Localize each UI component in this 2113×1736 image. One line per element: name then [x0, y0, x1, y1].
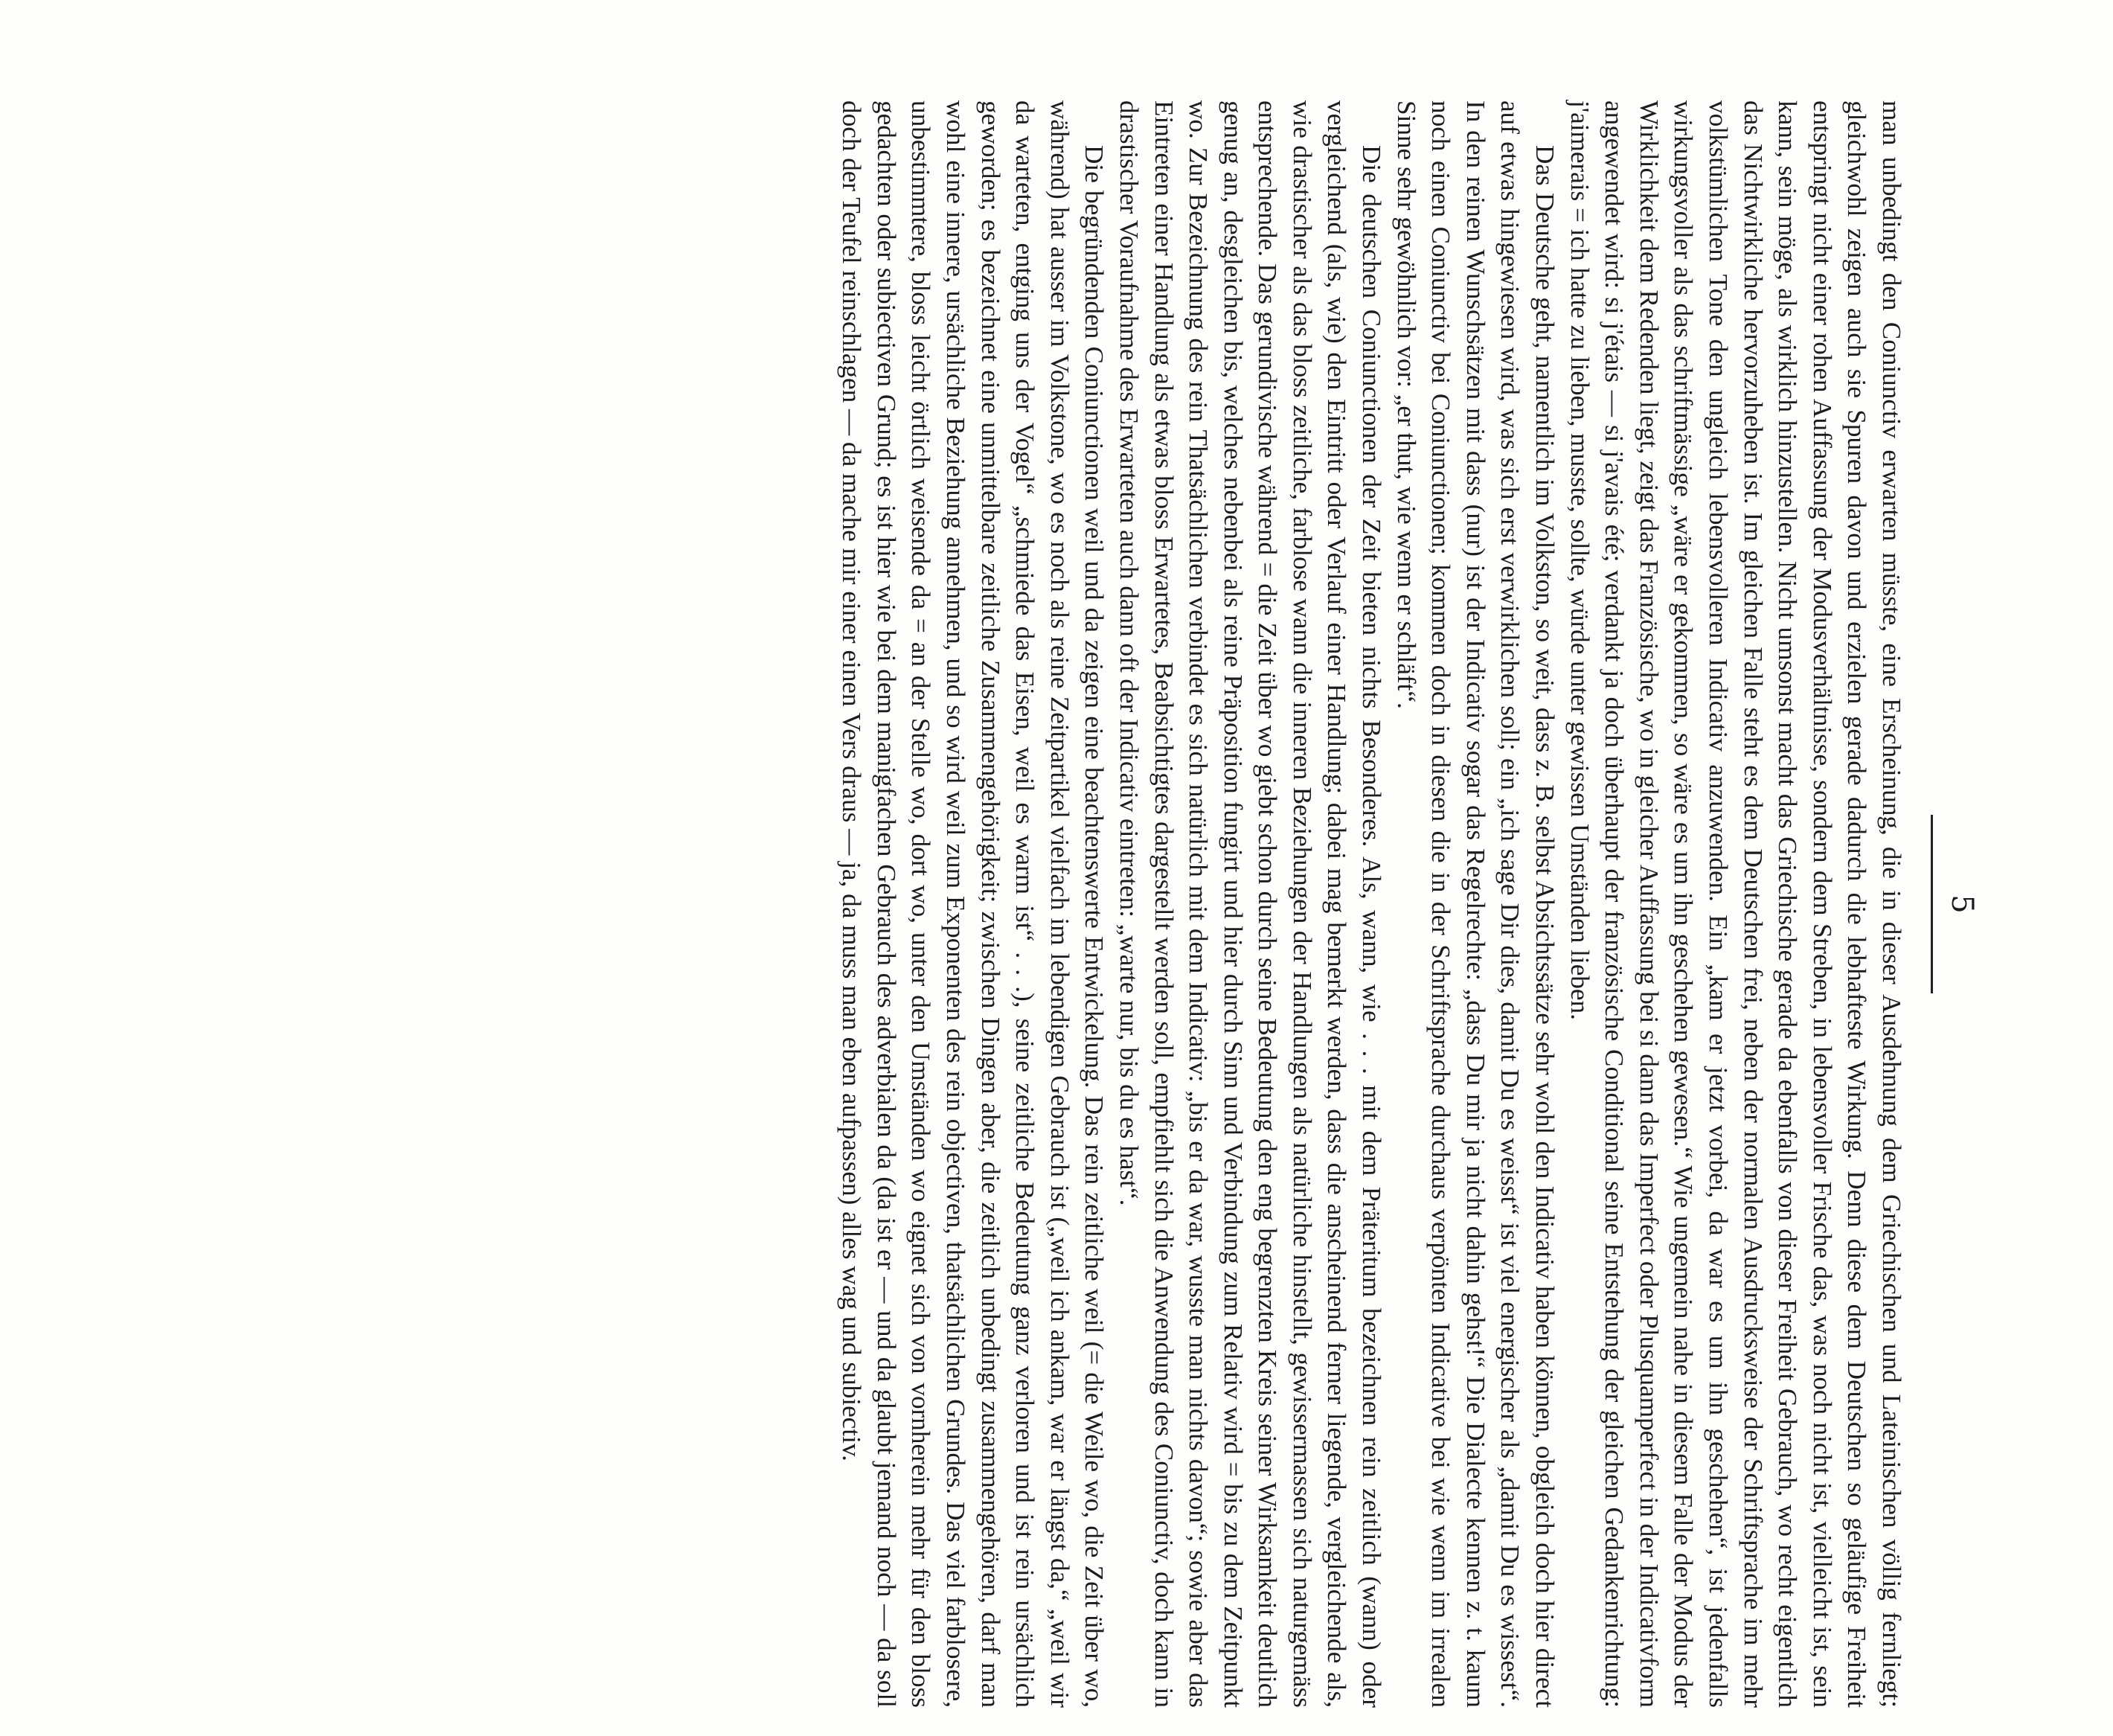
- paragraph: Die begründenden Coniunctionen weil und da zeigen eine beachtenswerte Entwickelung. Das rein zeitliche weil (= die Weile wo, die Zeit über wo, während) hat ausser im Volkstone, wo es noch als reine Zeitpartikel vielfach im lebendigen Gebrauch ist („weil ich ankam, war er längst da,“ „weil wir da warteten, entging uns der Vogel“ „schmiede das Eisen, weil es warm ist“ . . .), seine zeitliche Bedeutung ganz verloren und ist rein ursächlich geworden; es bezeichnet eine unmittelbare zeitliche Zusammengehörigkeit; zwischen Dingen aber, die zeitlich unbedingt zusammengehören, darf man wohl eine innere, ursächliche Beziehung annehmen, und so wird weil zum Exponenten des rein objectiven, thatsächlichen Grundes. Das viel farblosere, unbestimmtere, bloss leicht örtlich weisende da = an der Stelle wo, dort wo, unter den Umständen wo eignet sich von vornherein mehr für den bloss gedachten oder subiectiven Grund; es ist hier wie bei dem manigfachen Gebrauch des adverbialen da (da ist er — und da glaubt jemand noch — da soll doch der Teufel reinschlagen — da mache mir einer einen Vers draus — ja, da muss man eben aufpassen) alles wag und subiectiv.: [837, 100, 1109, 1708]
- page-header: [1912, 100, 1979, 1708]
- rotated-text-block: [134, 100, 1979, 1708]
- paragraph: Die deutschen Coniunctionen der Zeit bieten nichts Besonderes. Als, wann, wie . . . mit dem Präteritum bezeichnen rein zeitlich (wann) oder vergleichend (als, wie) den Eintritt oder Verlauf einer Handlung; dabei mag bemerkt werden, dass die anscheinend ferner liegende, vergleichende als, wie drastischer als das bloss zeitliche, farblose wann die inneren Beziehungen der Handlungen als natürliche hinstellt, gewissermassen sich naturgemäss entsprechende. Das gerundivische während = die Zeit über wo giebt schon durch seine Bedeutung den eng begrenzten Kreis seiner Wirksamkeit deutlich genug an, desgleichen bis, welches nebenbei als reine Präposition fungirt und hier durch Sinn und Verbindung zum Relativ wird = bis zu dem Zeitpunkt wo. Zur Bezeichnung des rein Thatsächlichen verbindet es sich natürlich mit dem Indicativ: „bis er da war, wusste man nichts davon“; sowie aber das Eintreten einer Handlung als etwas bloss Erwartetes, Beabsichtigtes dargestellt werden soll, empfiehlt sich die Anwendung des Coniunctiv, doch kann in drastischer Voraufnahme des Erwarteten auch dann oft der Indicativ eintreten: „warte nur, bis du es hast“.: [1114, 100, 1387, 1708]
- header-rule: [1931, 815, 1933, 993]
- body-text: [834, 100, 1908, 1708]
- paragraph: man unbedingt den Coniunctiv erwarten müsste, eine Erscheinung, die in dieser Ausdehnung dem Griechischen und Lateinischen völlig fernliegt; gleichwohl zeigen auch sie Spuren davon und erzielen gerade dadurch die lebhafteste Wirkung. Denn diese dem Deutschen so geläufige Freiheit entspringt nicht einer rohen Auffassung der Modusverhältnisse, sondern dem Streben, in lebensvoller Frische das, was noch nicht ist, vielleicht ist, sein kann, sein möge, als wirklich hinzustellen. Nicht umsonst macht das Griechische gerade da ebenfalls von dieser Freiheit Gebrauch, wo recht eigentlich das Nichtwirkliche hervorzuheben ist. Im gleichen Falle steht es dem Deutschen frei, neben der normalen Ausdrucksweise der Schriftsprache im mehr volkstümlichen Tone den ungleich lebensvolleren Indicativ anzuwenden. Ein „kam er jetzt vorbei, da war es um ihn geschehen“, ist jedenfalls wirkungsvoller als das schriftmässige „wäre er gekommen, so wäre es um ihn geschehen gewesen.“ Wie ungemein nahe in diesem Falle der Modus der Wirklichkeit dem Redenden liegt, zeigt das Französische, wo in gleicher Auffassung bei si dann das Imperfect oder Plusquamperfect in der Indicativform angewendet wird: si j'étais — si j'avais été; verdankt ja doch überhaupt der französische Conditional seine Entstehung der gleichen Gedankenrichtung: j'aimerais = ich hatte zu lieben, musste, sollte, würde unter gewissen Umständen lieben.: [1565, 100, 1906, 1708]
- page-number: 5: [1945, 894, 1979, 914]
- paragraph: Das Deutsche geht, namentlich im Volkston, so weit, dass z. B. selbst Absichtssätze sehr wohl den Indicativ haben können, obgleich doch hier direct auf etwas hingewiesen wird, was sich erst verwirklichen soll; ein „ich sage Dir dies, damit Du es weisst“ ist viel energischer als „damit Du es wissest“. In den reinen Wunschsätzen mit dass (nur) ist der Indicativ sogar das Regelrechte: „dass Du mir ja nicht dahin gehst!“ Die Dialecte kennen z. t. kaum noch einen Coniunctiv bei Coniunctionen; kommen doch in diesen die in der Schriftsprache durchaus verpönten Indicative bei wie wenn im irrealen Sinne sehr gewöhnlich vor: „er thut, wie wenn er schläft“.: [1391, 100, 1560, 1708]
